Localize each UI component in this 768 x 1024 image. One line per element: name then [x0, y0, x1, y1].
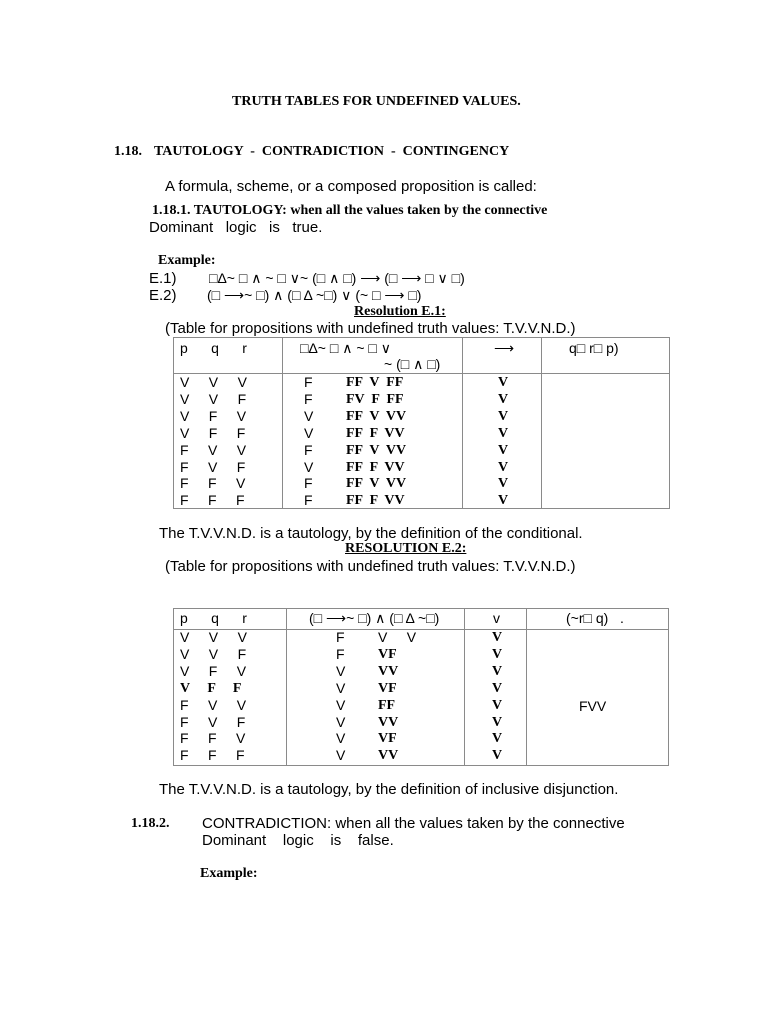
- table-cell: V: [492, 731, 503, 747]
- table-cell: V: [492, 714, 503, 730]
- table-cell: V: [336, 713, 346, 730]
- table-cell: FF V VV: [346, 442, 407, 458]
- table-cell: FF V VV: [346, 408, 407, 424]
- conclusion2: The T.V.V.N.D. is a tautology, by the definition of inclusive disjunction.: [159, 781, 619, 798]
- e2-formula: (□ ⟶~ □) ∧ (□ Δ ~□) ∨ (~ □ ⟶ □): [207, 287, 422, 303]
- table1-header-col2b: ~ (□ ∧ □): [384, 356, 441, 372]
- table-row-pqr: V F V: [180, 662, 247, 679]
- resolution1-subtitle: (Table for propositions with undefined truth values: T.V.V.N.D.): [165, 320, 576, 337]
- table2-header-pqr: p q r: [180, 610, 247, 626]
- table-cell: FF: [378, 697, 396, 713]
- example-label: Example:: [158, 253, 216, 268]
- contradiction-number: 1.18.2.: [131, 816, 170, 831]
- table-cell: FV F FF: [346, 391, 404, 407]
- table-cell: V: [498, 425, 509, 441]
- table-cell: V V: [378, 629, 417, 645]
- table1-header-col3: ⟶: [494, 340, 515, 356]
- table-cell: V: [498, 476, 509, 492]
- table-cell: V: [304, 424, 314, 441]
- table-row-pqr: V F V: [180, 407, 247, 424]
- section-heading: TAUTOLOGY - CONTRADICTION - CONTINGENCY: [154, 144, 510, 159]
- table-row-pqr: V V V: [180, 629, 247, 645]
- table-row-pqr: V F F: [180, 680, 242, 696]
- table-cell: V: [498, 375, 509, 390]
- table-cell: V: [336, 696, 346, 713]
- table-cell: V: [336, 747, 346, 764]
- table-cell: V: [304, 458, 314, 475]
- e2-label: E.2): [149, 287, 177, 304]
- table-cell: V: [492, 663, 503, 679]
- table-cell: VF: [378, 646, 397, 662]
- contradiction-line1: CONTRADICTION: when all the values taken by the connective: [202, 815, 625, 832]
- table-row-pqr: F F F: [180, 492, 245, 509]
- truth-table-e1: [173, 337, 670, 509]
- table2-header-col3: v: [493, 610, 500, 626]
- table-cell: V: [336, 679, 346, 696]
- table-cell: V: [498, 442, 509, 458]
- table-cell: FF V FF: [346, 375, 404, 390]
- resolution2-title: RESOLUTION E.2:: [345, 541, 467, 556]
- table-cell: FF F VV: [346, 493, 405, 509]
- table-row-pqr: F F V: [180, 475, 246, 492]
- table-cell: V: [498, 493, 509, 509]
- table1-header-col2a: □Δ~ □ ∧ ~ □ ∨: [300, 340, 392, 356]
- table-row-pqr: F F V: [180, 730, 246, 747]
- section-number: 1.18.: [114, 144, 142, 159]
- table-cell: V: [492, 697, 503, 713]
- table-cell: V: [498, 459, 509, 475]
- table-row-pqr: F V V: [180, 441, 247, 458]
- table-row-pqr: F V V: [180, 696, 247, 713]
- table-row-pqr: V V V: [180, 374, 247, 390]
- table-cell: F: [336, 629, 345, 645]
- table2-header-col2: (□ ⟶~ □) ∧ (□ Δ ~□): [309, 610, 440, 626]
- table1-header-pqr: p q r: [180, 340, 247, 356]
- table-cell: F: [304, 390, 313, 407]
- example2-label: Example:: [200, 866, 258, 881]
- e1-formula: □Δ~ □ ∧ ~ □ ∨~ (□ ∧ □) ⟶ (□ ⟶ □ ∨ □): [209, 270, 465, 286]
- table2-header-col4: (~r□ q) .: [566, 610, 624, 626]
- table-cell: V: [492, 646, 503, 662]
- table-cell: F: [336, 645, 345, 662]
- table-row-pqr: V F F: [180, 424, 246, 441]
- table-row-pqr: F V F: [180, 458, 246, 475]
- table-cell: F: [304, 441, 313, 458]
- table-cell: VF: [378, 731, 397, 747]
- e1-label: E.1): [149, 270, 177, 287]
- table-cell: V: [492, 748, 503, 764]
- table-cell: VV: [378, 663, 399, 679]
- table1-header-col4: q□ r□ p): [569, 340, 619, 356]
- table-row-pqr: V V F: [180, 645, 247, 662]
- table-cell: FF V VV: [346, 476, 407, 492]
- table-row-pqr: V V F: [180, 390, 247, 407]
- intro-text: A formula, scheme, or a composed proposition is called:: [165, 178, 537, 195]
- table-row-pqr: F F F: [180, 747, 245, 764]
- table-cell: V: [498, 391, 509, 407]
- resolution2-subtitle: (Table for propositions with undefined truth values: T.V.V.N.D.): [165, 558, 576, 575]
- table-cell: V: [336, 662, 346, 679]
- table-cell: V: [492, 630, 503, 645]
- table-cell: F: [304, 475, 313, 492]
- table-cell: VV: [378, 714, 399, 730]
- table-cell: VV: [378, 748, 399, 764]
- tautology-line2: Dominant logic is true.: [149, 219, 323, 236]
- table-cell: V: [336, 730, 346, 747]
- table-cell: V: [492, 680, 503, 696]
- table-row-pqr: F V F: [180, 713, 246, 730]
- conclusion1: The T.V.V.N.D. is a tautology, by the definition of the conditional.: [159, 525, 583, 542]
- table-cell: V: [304, 407, 314, 424]
- table-cell: FF F VV: [346, 459, 405, 475]
- resolution1-title: Resolution E.1:: [354, 304, 446, 319]
- table-cell: V: [498, 408, 509, 424]
- table-cell: F: [304, 492, 313, 509]
- table-cell: F: [304, 374, 313, 390]
- table2-col4-value: FVV: [579, 698, 607, 714]
- page-title: TRUTH TABLES FOR UNDEFINED VALUES.: [232, 94, 521, 109]
- truth-table-e2: [173, 608, 669, 766]
- table-cell: FF F VV: [346, 425, 405, 441]
- contradiction-line2: Dominant logic is false.: [202, 832, 394, 849]
- tautology-heading: 1.18.1. TAUTOLOGY: when all the values taken by the connective: [152, 203, 548, 218]
- table-cell: VF: [378, 680, 397, 696]
